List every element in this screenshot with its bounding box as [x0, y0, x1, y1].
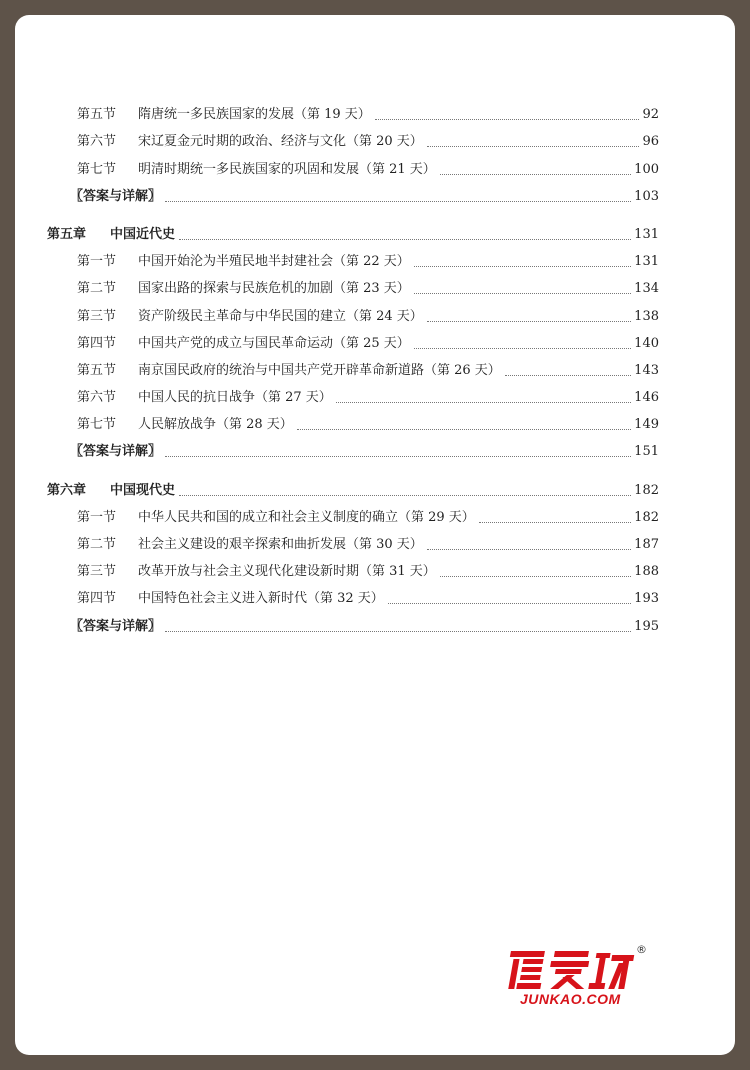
toc-answer-row[interactable]	[47, 608, 659, 635]
section-title: 隋唐统一多民族国家的发展（第 19 天）	[138, 107, 371, 123]
page-number: 195	[634, 618, 659, 634]
section-title: 南京国民政府的统治与中国共产党开辟革命新道路（第 26 天）	[138, 362, 501, 378]
section-title: 中国开始沦为半殖民地半封建社会（第 22 天）	[138, 254, 410, 270]
brand-logo-mark	[498, 945, 638, 995]
section-title: 中国人民的抗日战争（第 27 天）	[138, 390, 332, 406]
page-number: 140	[634, 335, 659, 351]
section-title: 资产阶级民主革命与中华民国的建立（第 24 天）	[138, 308, 423, 324]
chapter-number: 第六章	[47, 482, 87, 498]
page-number: 146	[634, 390, 659, 406]
toc-section-row[interactable]	[47, 527, 659, 554]
chapter-title: 中国近代史	[110, 226, 176, 242]
toc-answer-row[interactable]	[47, 434, 659, 461]
dot-leader	[375, 119, 640, 120]
toc-section-row[interactable]	[47, 581, 659, 608]
page-number: 138	[634, 308, 659, 324]
document-page	[15, 15, 735, 1055]
chapter-title: 中国现代史	[110, 482, 176, 498]
dot-leader	[179, 495, 631, 496]
toc-chapter-row[interactable]	[47, 472, 659, 499]
publisher-logo	[498, 943, 648, 1033]
section-number: 第六节	[77, 390, 117, 406]
section-title: 明清时期统一多民族国家的巩固和发展（第 21 天）	[138, 161, 436, 177]
answer-title: 〖答案与详解〗	[70, 444, 162, 460]
toc-section-row[interactable]	[47, 407, 659, 434]
dot-leader	[165, 456, 631, 457]
toc-section-row[interactable]	[47, 380, 659, 407]
section-number: 第二节	[77, 281, 117, 297]
chapter-number: 第五章	[47, 226, 87, 242]
section-title: 人民解放战争（第 28 天）	[138, 417, 293, 433]
page-number: 100	[634, 161, 659, 177]
section-number: 第三节	[77, 564, 117, 580]
page-number: 131	[634, 254, 659, 270]
section-title: 国家出路的探索与民族危机的加剧（第 23 天）	[138, 281, 410, 297]
toc-section-row[interactable]	[47, 244, 659, 271]
section-title: 社会主义建设的艰辛探索和曲折发展（第 30 天）	[138, 537, 423, 552]
table-of-contents	[47, 97, 659, 636]
page-number: 131	[634, 226, 659, 242]
section-title: 中国特色社会主义进入新时代（第 32 天）	[138, 591, 384, 607]
dot-leader	[440, 576, 631, 577]
page-number: 143	[634, 362, 659, 378]
section-number: 第五节	[77, 107, 117, 123]
toc-section-row[interactable]	[47, 271, 659, 298]
answer-title: 〖答案与详解〗	[70, 188, 162, 204]
toc-section-row[interactable]	[47, 554, 659, 581]
dot-leader	[479, 522, 631, 523]
page-number: 182	[634, 509, 659, 525]
dot-leader	[336, 402, 631, 403]
dot-leader	[414, 293, 631, 294]
section-title: 改革开放与社会主义现代化建设新时期（第 31 天）	[138, 564, 436, 580]
dot-leader	[505, 375, 631, 376]
toc-section-row[interactable]	[47, 353, 659, 380]
toc-section-row[interactable]	[47, 151, 659, 178]
dot-leader	[427, 549, 631, 550]
page-number: 188	[634, 564, 659, 580]
section-number: 第六节	[77, 134, 117, 150]
section-title: 宋辽夏金元时期的政治、经济与文化（第 20 天）	[138, 134, 423, 150]
section-number: 第三节	[77, 308, 117, 324]
section-number: 第四节	[77, 335, 117, 351]
registered-mark: ®	[636, 943, 647, 956]
page-number: 193	[634, 591, 659, 607]
dot-leader	[427, 321, 631, 322]
toc-answer-row[interactable]	[47, 179, 659, 206]
answer-title: 〖答案与详解〗	[70, 618, 162, 634]
section-number: 第七节	[77, 417, 117, 433]
toc-section-row[interactable]	[47, 500, 659, 527]
section-title: 中华人民共和国的成立和社会主义制度的确立（第 29 天）	[138, 509, 475, 525]
toc-section-row[interactable]	[47, 97, 659, 124]
page-number: 134	[634, 281, 659, 297]
toc-section-row[interactable]	[47, 298, 659, 325]
brand-website: JUNKAO.COM	[520, 991, 621, 1007]
section-number: 第四节	[77, 591, 117, 607]
toc-section-row[interactable]	[47, 326, 659, 353]
toc-chapter-row[interactable]	[47, 217, 659, 244]
dot-leader	[165, 631, 631, 632]
dot-leader	[165, 201, 631, 202]
section-number: 第五节	[77, 362, 117, 378]
page-number: 151	[634, 444, 659, 460]
dot-leader	[414, 266, 631, 267]
dot-leader	[427, 146, 640, 147]
dot-leader	[297, 429, 631, 430]
dot-leader	[414, 348, 631, 349]
dot-leader	[440, 174, 631, 175]
page-number: 187	[634, 537, 659, 552]
toc-section-row[interactable]	[47, 124, 659, 151]
page-number: 92	[642, 107, 659, 123]
page-number: 182	[634, 482, 659, 498]
dot-leader	[179, 239, 631, 240]
section-number: 第一节	[77, 254, 117, 270]
section-title: 中国共产党的成立与国民革命运动（第 25 天）	[138, 335, 410, 351]
page-number: 96	[642, 134, 659, 150]
section-number: 第二节	[77, 537, 117, 552]
section-number: 第一节	[77, 509, 117, 525]
dot-leader	[388, 603, 631, 604]
page-number: 149	[634, 417, 659, 433]
page-number: 103	[634, 188, 659, 204]
section-number: 第七节	[77, 161, 117, 177]
